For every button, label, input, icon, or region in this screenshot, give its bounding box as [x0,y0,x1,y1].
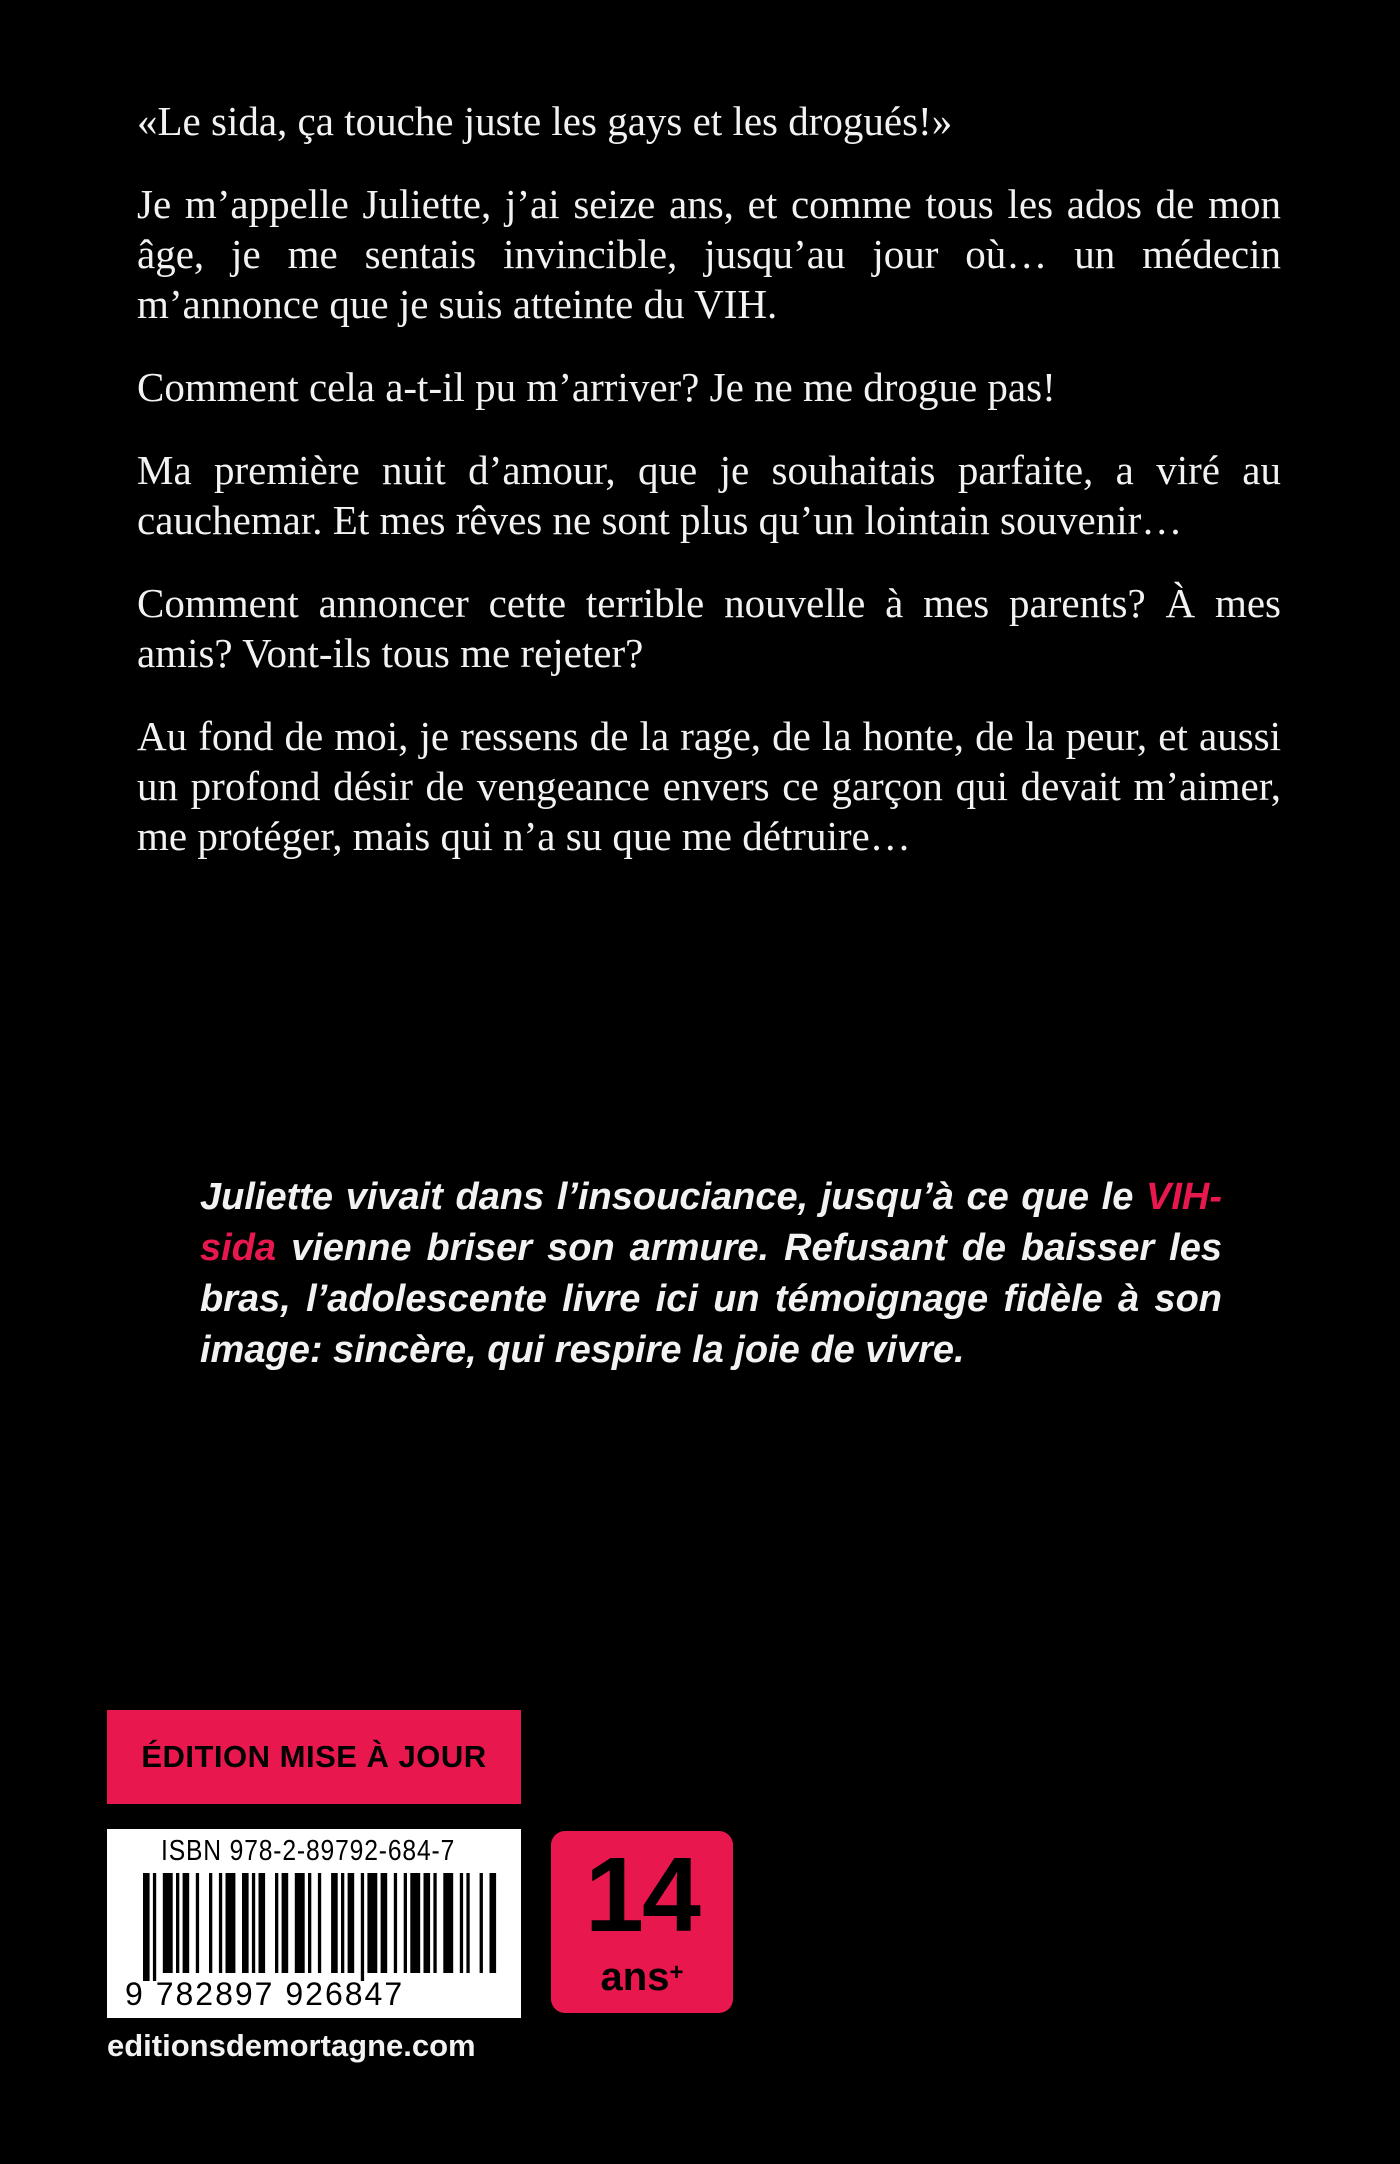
tagline-text-before: Juliette vivait dans l’insouciance, jusqu’à ce que le [200,1176,1146,1218]
barcode-bar [163,1873,173,1973]
barcode-bar [226,1873,236,1973]
barcode-bar [153,1873,156,1981]
barcode-bar [443,1873,453,1973]
barcode-bar [341,1873,344,1973]
barcode-bar [183,1873,190,1973]
barcode-bar [480,1873,483,1973]
barcode-bar [318,1873,321,1973]
barcode-bar [259,1873,266,1973]
age-rating-badge [551,1831,733,2013]
age-rating-plus: + [669,1959,684,1986]
barcode-bars [125,1873,505,1981]
blurb-paragraph-question: Comment cela a-t-il pu m’arriver? Je ne me drogue pas! [137,364,1056,410]
ean-digits: 9 782897 926847 [125,1976,405,2012]
blurb-paragraph-quote: «Le sida, ça touche juste les gays et les drogués!» [137,98,953,144]
barcode-bar [361,1873,364,1981]
age-rating-unit-text: ans [600,1955,670,1999]
barcode-bar [404,1873,407,1973]
blurb-paragraph-intro: Je m’appelle Juliette, j’ai seize ans, et comme tous les ados de mon âge, je me sentais invincible, jusqu’au jour où… un médecin m’annonce que je suis atteinte du VIH. [137,181,1281,327]
tagline-highlight: VIH-sida [200,1176,1222,1269]
barcode-bar [348,1873,355,1973]
isbn-label: ISBN 978-2-89792-684-7 [161,1835,456,1867]
barcode-bar [367,1873,377,1973]
barcode-bar [433,1873,436,1973]
barcode-bar [282,1873,289,1973]
tagline [200,1172,1222,1376]
barcode-bar [410,1873,420,1973]
barcode-bar [252,1873,255,1973]
barcode-bar [308,1873,311,1973]
blurb-paragraph-feelings: Au fond de moi, je ressens de la rage, de la honte, de la peur, et aussi un profond désir de vengeance envers ce garçon qui devait m’aimer, me protéger, mais qui n’a su que me détruire… [137,713,1281,859]
barcode-bar [331,1873,338,1973]
age-rating-unit [551,1955,733,1999]
blurb-paragraph-parents: Comment annoncer cette terrible nouvelle à mes parents? À mes amis? Vont-ils tous me rejeter? [137,580,1281,676]
back-cover-blurb [137,96,1281,894]
barcode-bar [242,1873,249,1973]
barcode-bar [460,1873,463,1973]
barcode-bar [424,1873,431,1973]
blurb-paragraph-first-night: Ma première nuit d’amour, que je souhaitais parfaite, a viré au cauchemar. Et mes rêves ne sont plus qu’un lointain souvenir… [137,447,1281,543]
barcode-bar [209,1873,212,1973]
barcode-bar [490,1873,497,1973]
barcode-bar [196,1873,199,1973]
tagline-text-after: vienne briser son armure. Refusant de baisser les bras, l’adolescente livre ici un témoignage fidèle à son image: sincère, qui respire la joie de vivre. [200,1227,1222,1371]
barcode-bar [381,1873,388,1973]
barcode-bar [466,1873,469,1973]
barcode-bar [394,1873,397,1973]
publisher-website: editionsdemortagne.com [107,2028,476,2063]
barcode-bar [275,1873,278,1973]
barcode-bar [295,1873,305,1973]
edition-badge: ÉDITION MISE À JOUR [107,1710,521,1804]
barcode-bar [143,1873,150,1981]
barcode-bar [219,1873,222,1973]
isbn-barcode [107,1829,521,2018]
barcode-bar [176,1873,179,1973]
age-rating-number: 14 [585,1836,699,1954]
